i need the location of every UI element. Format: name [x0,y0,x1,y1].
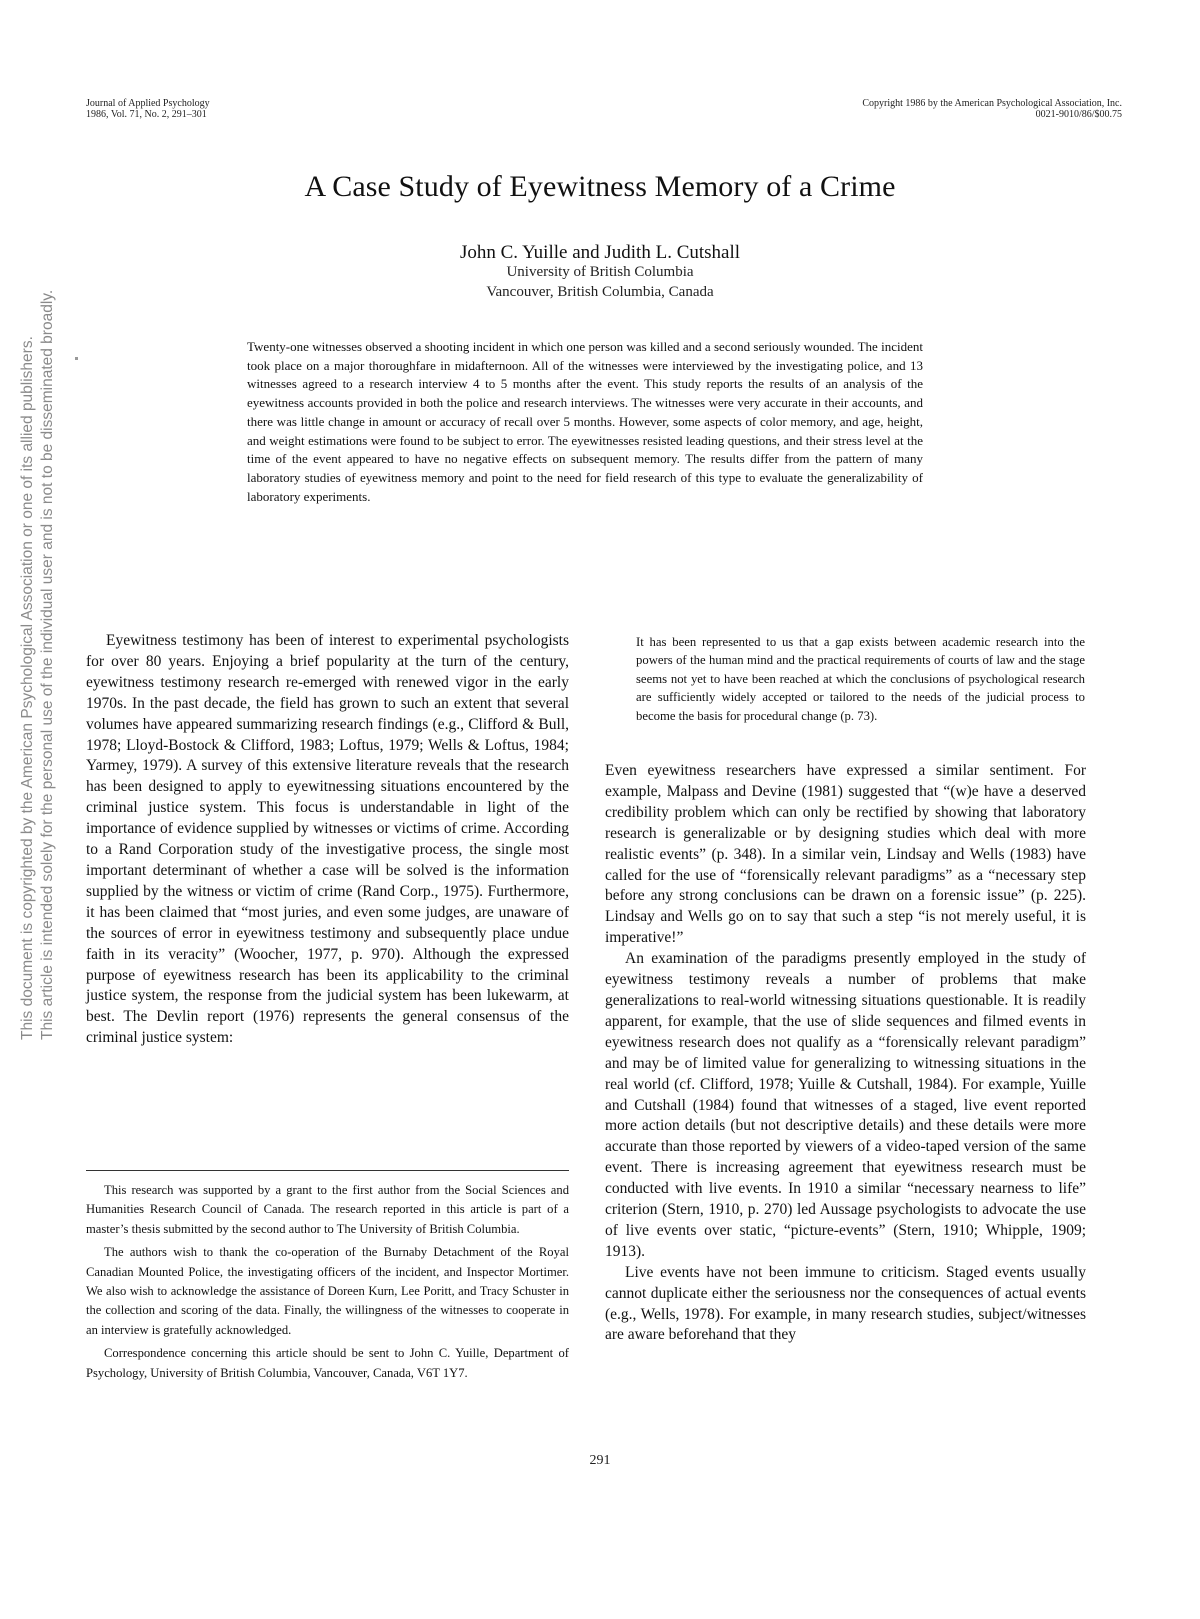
footnotes [86,1181,569,1387]
body-paragraph: An examination of the paradigms presently employed in the study of eyewitness testimony reveals a number of problems that make generalizations to real-world witnessing situations questionable. It is readily apparent, for example, that the use of slide sequences and filmed events in eyewitness research does not qualify as a “forensically relevant paradigm” and may be of limited value for generalizing to witnessing situations in the real world (cf. Clifford, 1978; Yuille & Cutshall, 1984). For example, Yuille and Cutshall (1984) found that witnesses of a staged, live event reported more action details (but not descriptive details) and these details were more accurate than those reported by viewers of a video-taped version of the same event. There is increasing agreement that eyewitness research must be conducted with live events. In 1910 a similar “necessary nearness to life” criterion (Stern, 1910, p. 270) led Aussage psychologists to advocate the use of live events over static, “picture-events” (Stern, 1910; Whipple, 1909; 1913). [605,950,1086,1260]
copyright-side-notice [18,290,58,1040]
body-paragraph: Even eyewitness researchers have expressed a similar sentiment. For example, Malpass and Devine (1981) suggested that “(w)e have a deserved credibility problem which can only be rectified by showing that laboratory research is generalizable or by designing studies which deal with more realistic events” (p. 348). In a similar vein, Lindsay and Wells (1983) have called for the use of “forensically relevant paradigms” as a “necessary step before any strong conclusions can be drawn on a forensic issue” (p. 225). Lindsay and Wells go on to say that such a step “is not merely useful, it is imperative!” [605,762,1086,947]
block-quote: It has been represented to us that a gap exists between academic research into the powers of the human mind and the practical requirements of courts of law and the stage seems not yet to have been reached at which the conclusions of psychological research are sufficiently widely accepted or tailored to the needs of the judicial process to become the basis for procedural change (p. 73). [636,635,1085,723]
abstract: Twenty-one witnesses observed a shooting incident in which one person was killed and a second seriously wounded. The incident took place on a major thoroughfare in midafternoon. All of the witnesses were interviewed by the investigating police, and 13 witnesses agreed to a research interview 4 to 5 months after the event. This study reports the results of an analysis of the eyewitness accounts provided in both the police and research interviews. The witnesses were very accurate in their accounts, and there was little change in amount or accuracy of recall over 5 months. However, some aspects of color memory, and age, height, and weight estimations were found to be subject to error. The eyewitnesses resisted leading questions, and their stress level at the time of the event appeared to have no negative effects on subsequent memory. The results differ from the pattern of many laboratory studies of eyewitness memory and point to the need for field research of this type to evaluate the generalizability of laboratory experiments. [247,339,923,504]
footnote-funding: This research was supported by a grant to the first author from the Social Sciences and Humanities Research Council of Canada. The research reported in this article is part of a master’s thesis submitted by the second author to The University of British Columbia. [86,1183,569,1236]
copyright-line: Copyright 1986 by the American Psychological Association, Inc. [862,98,1122,109]
margin-mark [75,357,78,360]
body-paragraph: Eyewitness testimony has been of interest to experimental psychologists for over 80 years. Enjoying a brief popularity at the turn of the century, eyewitness testimony research re-emerged with renewed vigor in the early 1970s. In the past decade, the field has grown to such an extent that several volumes have appeared summarizing research findings (e.g., Clifford & Bull, 1978; Lloyd-Bostock & Clifford, 1983; Loftus, 1979; Wells & Loftus, 1984; Yarmey, 1979). A survey of this extensive literature reveals that the research has been designed to apply to eyewitnessing situations encountered by the criminal justice system. This focus is understandable in light of the importance of evidence supplied by witnesses or victims of crime. According to a Rand Corporation study of the investigative process, the single most important determinant of whether a case will be solved is the information supplied by the witness or victim of crime (Rand Corp., 1975). Furthermore, it has been claimed that “most juries, and even some judges, are unaware of the sources of error in eyewitness testimony and subsequently place undue faith in its veracity” (Woocher, 1977, p. 970). Although the expressed purpose of eyewitness research has been its applicability to the criminal justice system, the response from the judicial system has been lukewarm, at best. The Devlin report (1976) represents the general consensus of the criminal justice system: [86,632,569,1047]
journal-name: Journal of Applied Psychology [86,98,210,109]
journal-citation [86,98,210,120]
page-number: 291 [589,1453,611,1468]
side-notice-line-2: This article is intended solely for the personal use of the individual user and is not to be disseminated broadly. [39,289,56,1040]
left-column [86,631,569,1049]
body-paragraph: Live events have not been immune to criticism. Staged events usually cannot duplicate either the seriousness nor the consequences of actual events (e.g., Wells, 1978). For example, in many research studies, subject/witnesses are aware beforehand that they [605,1263,1086,1344]
right-column [605,761,1086,1346]
copyright-notice [862,98,1122,120]
footnote-divider [86,1170,569,1171]
issn-line: 0021-9010/86/$00.75 [1035,109,1122,120]
article-title: A Case Study of Eyewitness Memory of a Crime [304,170,896,203]
affiliation-location: Vancouver, British Columbia, Canada [486,284,714,300]
footnote-correspondence: Correspondence concerning this article should be sent to John C. Yuille, Department of Psychology, University of British Columbia, Vancouver, Canada, V6T 1Y7. [86,1346,569,1380]
author-names: John C. Yuille and Judith L. Cutshall [459,242,741,263]
side-notice-line-1: This document is copyrighted by the American Psychological Association or one of its allied publishers. [19,336,36,1040]
journal-volume: 1986, Vol. 71, No. 2, 291–301 [86,109,207,120]
footnote-acknowledgments: The authors wish to thank the co-operation of the Burnaby Detachment of the Royal Canadian Mounted Police, the investigating officers of the incident, and Inspector Mortimer. We also wish to acknowledge the assistance of Doreen Kurn, Lee Poritt, and Tracy Schuster in the collection and scoring of the data. Finally, the willingness of the witnesses to cooperate in an interview is gratefully acknowledged. [86,1245,569,1337]
affiliation-university: University of British Columbia [506,264,694,280]
